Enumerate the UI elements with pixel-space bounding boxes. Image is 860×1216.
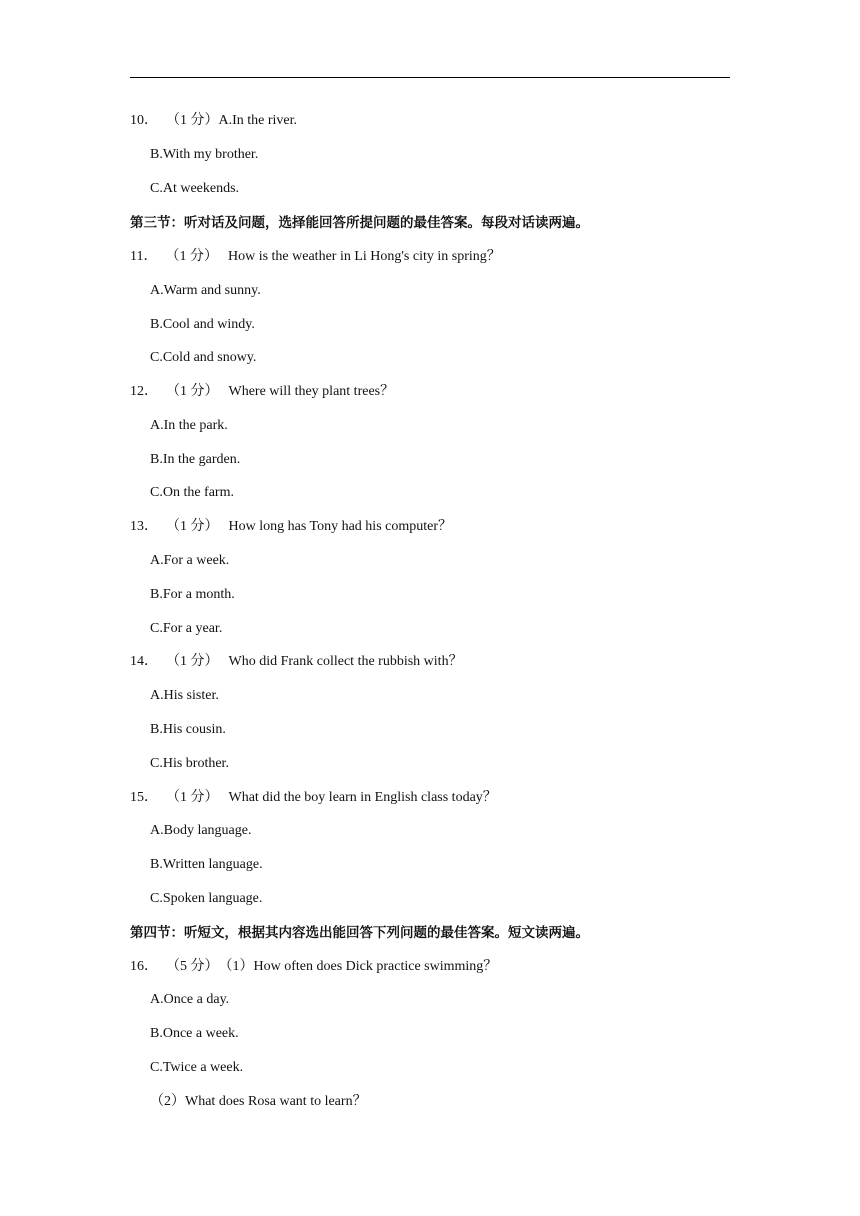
question-10 [130, 112, 297, 130]
question-number: 13． [130, 519, 158, 534]
question-score: （1 分） [166, 654, 219, 669]
q11-option-b: B.Cool and windy. [150, 317, 255, 332]
question-text: Who did Frank collect the rubbish with？ [228, 654, 463, 669]
sub-question-label: （2） [150, 1094, 185, 1109]
question-score: （1 分） [166, 384, 219, 399]
q15-option-a: A.Body language. [150, 823, 252, 838]
question-score: （1 分） [166, 113, 219, 128]
q14-option-a: A.His sister. [150, 688, 219, 703]
question-score: （1 分） [165, 249, 218, 264]
q16-1-option-c: C.Twice a week. [150, 1060, 244, 1075]
question-text: Where will they plant trees？ [228, 384, 395, 399]
q14-option-c: C.His brother. [150, 756, 229, 771]
question-number: 12． [130, 384, 158, 399]
q10-option-c: C.At weekends. [150, 181, 240, 196]
q10-option-b: B.With my brother. [150, 147, 259, 162]
question-11 [130, 248, 501, 266]
question-score: （1 分） [166, 519, 219, 534]
q16-1-option-a: A.Once a day. [150, 992, 230, 1007]
question-number: 16． [130, 959, 158, 974]
question-text: A.In the river. [218, 113, 298, 128]
question-text: What did the boy learn in English class today？ [228, 790, 497, 805]
q13-option-b: B.For a month. [150, 587, 235, 602]
question-number: 10． [130, 113, 158, 128]
header-rule [130, 77, 730, 78]
q12-option-c: C.On the farm. [150, 485, 234, 500]
q13-option-c: C.For a year. [150, 621, 223, 636]
sub-question-text: How often does Dick practice swimming？ [253, 959, 498, 974]
sub-question-text: What does Rosa want to learn？ [185, 1094, 367, 1109]
question-text: How is the weather in Li Hong's city in spring？ [227, 249, 501, 264]
question-text: How long has Tony had his computer？ [228, 519, 453, 534]
q12-option-a: A.In the park. [150, 418, 228, 433]
q14-option-b: B.His cousin. [150, 722, 226, 737]
q15-option-b: B.Written language. [150, 857, 263, 872]
question-16-2 [150, 1093, 367, 1111]
section-3-heading: 第三节：听对话及问题，选择能回答所提问题的最佳答案。每段对话读两遍。 [130, 215, 589, 231]
question-12 [130, 383, 394, 401]
question-13 [130, 518, 452, 536]
question-number: 11． [130, 249, 158, 264]
question-score: （5 分） [166, 959, 219, 974]
question-16 [130, 958, 497, 976]
question-number: 14． [130, 654, 158, 669]
sub-question-label: （1） [218, 959, 254, 974]
section-4-heading: 第四节：听短文，根据其内容选出能回答下列问题的最佳答案。短文读两遍。 [130, 925, 589, 941]
q15-option-c: C.Spoken language. [150, 891, 263, 906]
q12-option-b: B.In the garden. [150, 452, 241, 467]
q13-option-a: A.For a week. [150, 553, 230, 568]
question-15 [130, 789, 497, 807]
q16-1-option-b: B.Once a week. [150, 1026, 239, 1041]
q11-option-a: A.Warm and sunny. [150, 283, 261, 298]
q11-option-c: C.Cold and snowy. [150, 350, 257, 365]
question-number: 15． [130, 790, 158, 805]
question-score: （1 分） [166, 790, 219, 805]
question-14 [130, 653, 463, 671]
